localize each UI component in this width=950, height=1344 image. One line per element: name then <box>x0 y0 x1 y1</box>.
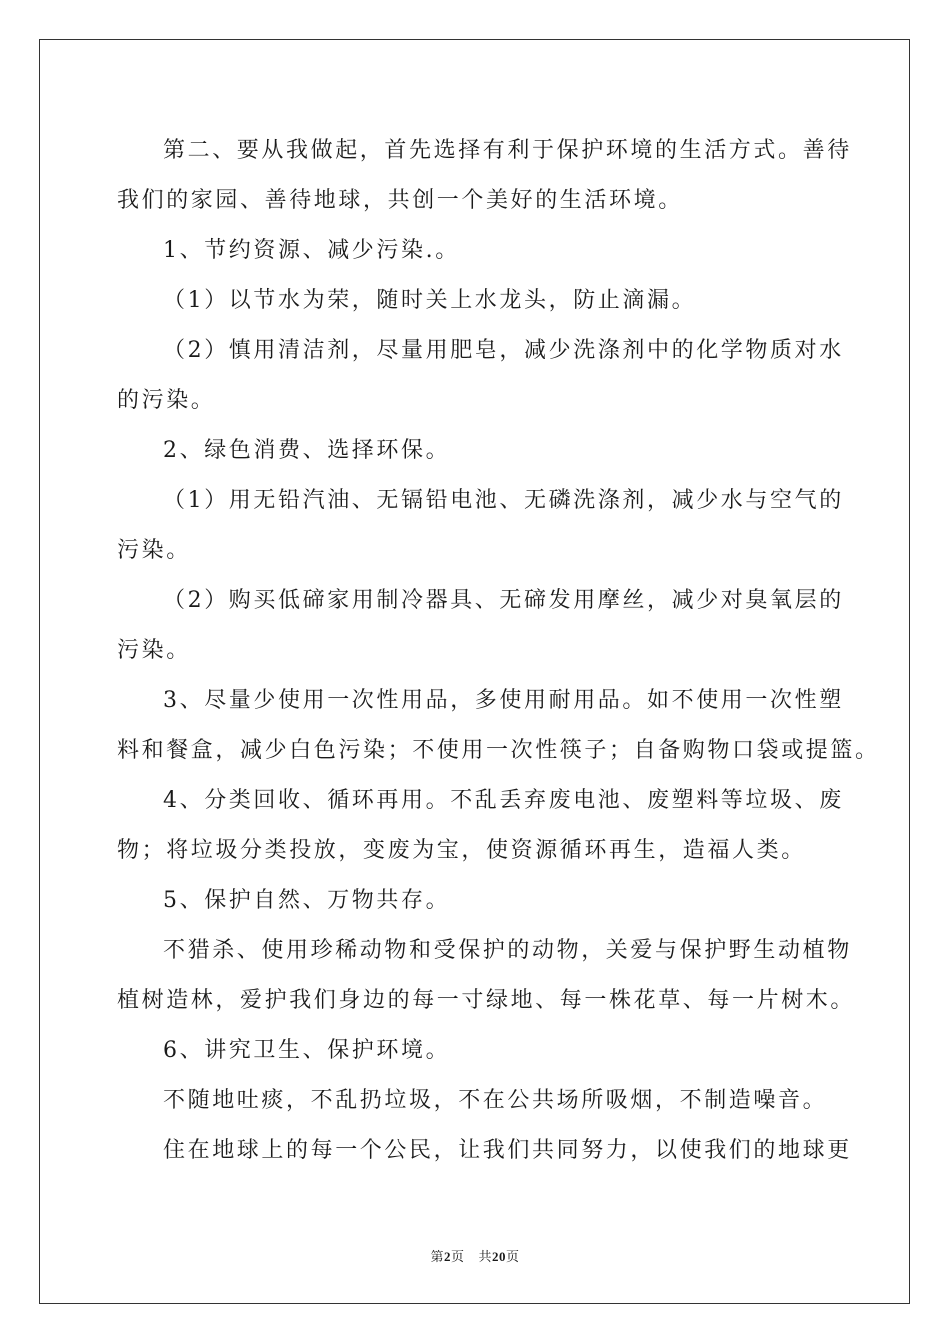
total-suffix: 页 <box>506 1250 520 1265</box>
document-body <box>117 126 880 1176</box>
paragraph-line: 住在地球上的每一个公民，让我们共同努力，以使我们的地球更 <box>163 1138 852 1163</box>
paragraph-line: 不猎杀、使用珍稀动物和受保护的动物，关爱与保护野生动植物 <box>163 938 852 963</box>
list-item: （2）慎用清洁剂，尽量用肥皂，减少洗涤剂中的化学物质对水 <box>163 338 844 363</box>
paragraph-line: 物；将垃圾分类投放，变废为宝，使资源循环再生，造福人类。 <box>117 838 806 863</box>
total-pages: 20 <box>492 1249 507 1264</box>
paragraph-line: 污染。 <box>117 538 191 563</box>
page-suffix: 页 <box>450 1250 465 1265</box>
paragraph-line: 植树造林，爱护我们身边的每一寸绿地、每一株花草、每一片树木。 <box>117 988 856 1013</box>
page-footer <box>0 1247 950 1268</box>
list-item: （1）以节水为荣，随时关上水龙头，防止滴漏。 <box>163 288 697 313</box>
total-prefix: 共 <box>478 1250 493 1265</box>
paragraph-line: 污染。 <box>117 638 191 663</box>
list-heading: 6、讲究卫生、保护环境。 <box>163 1038 451 1063</box>
paragraph-line: 的污染。 <box>117 388 216 413</box>
list-item: （1）用无铅汽油、无镉铅电池、无磷洗涤剂，减少水与空气的 <box>163 488 844 513</box>
paragraph-line: 我们的家园、善待地球，共创一个美好的生活环境。 <box>117 188 683 213</box>
page-number: 2 <box>443 1249 451 1264</box>
paragraph-line: 不随地吐痰，不乱扔垃圾，不在公共场所吸烟，不制造噪音。 <box>163 1088 828 1113</box>
paragraph-line: 第二、要从我做起，首先选择有利于保护环境的生活方式。善待 <box>163 138 852 163</box>
paragraph-line: 料和餐盒，减少白色污染；不使用一次性筷子；自备购物口袋或提篮。 <box>117 738 880 763</box>
page-prefix: 第 <box>430 1250 444 1265</box>
list-heading: 2、绿色消费、选择环保。 <box>163 438 451 463</box>
list-heading: 4、分类回收、循环再用。不乱丢弃废电池、废塑料等垃圾、废 <box>163 788 844 813</box>
list-heading: 5、保护自然、万物共存。 <box>163 888 451 913</box>
list-heading: 3、尽量少使用一次性用品，多使用耐用品。如不使用一次性塑 <box>163 688 844 713</box>
list-heading: 1、节约资源、减少污染.。 <box>163 238 460 263</box>
list-item: （2）购买低碲家用制冷器具、无碲发用摩丝，减少对臭氧层的 <box>163 588 844 613</box>
